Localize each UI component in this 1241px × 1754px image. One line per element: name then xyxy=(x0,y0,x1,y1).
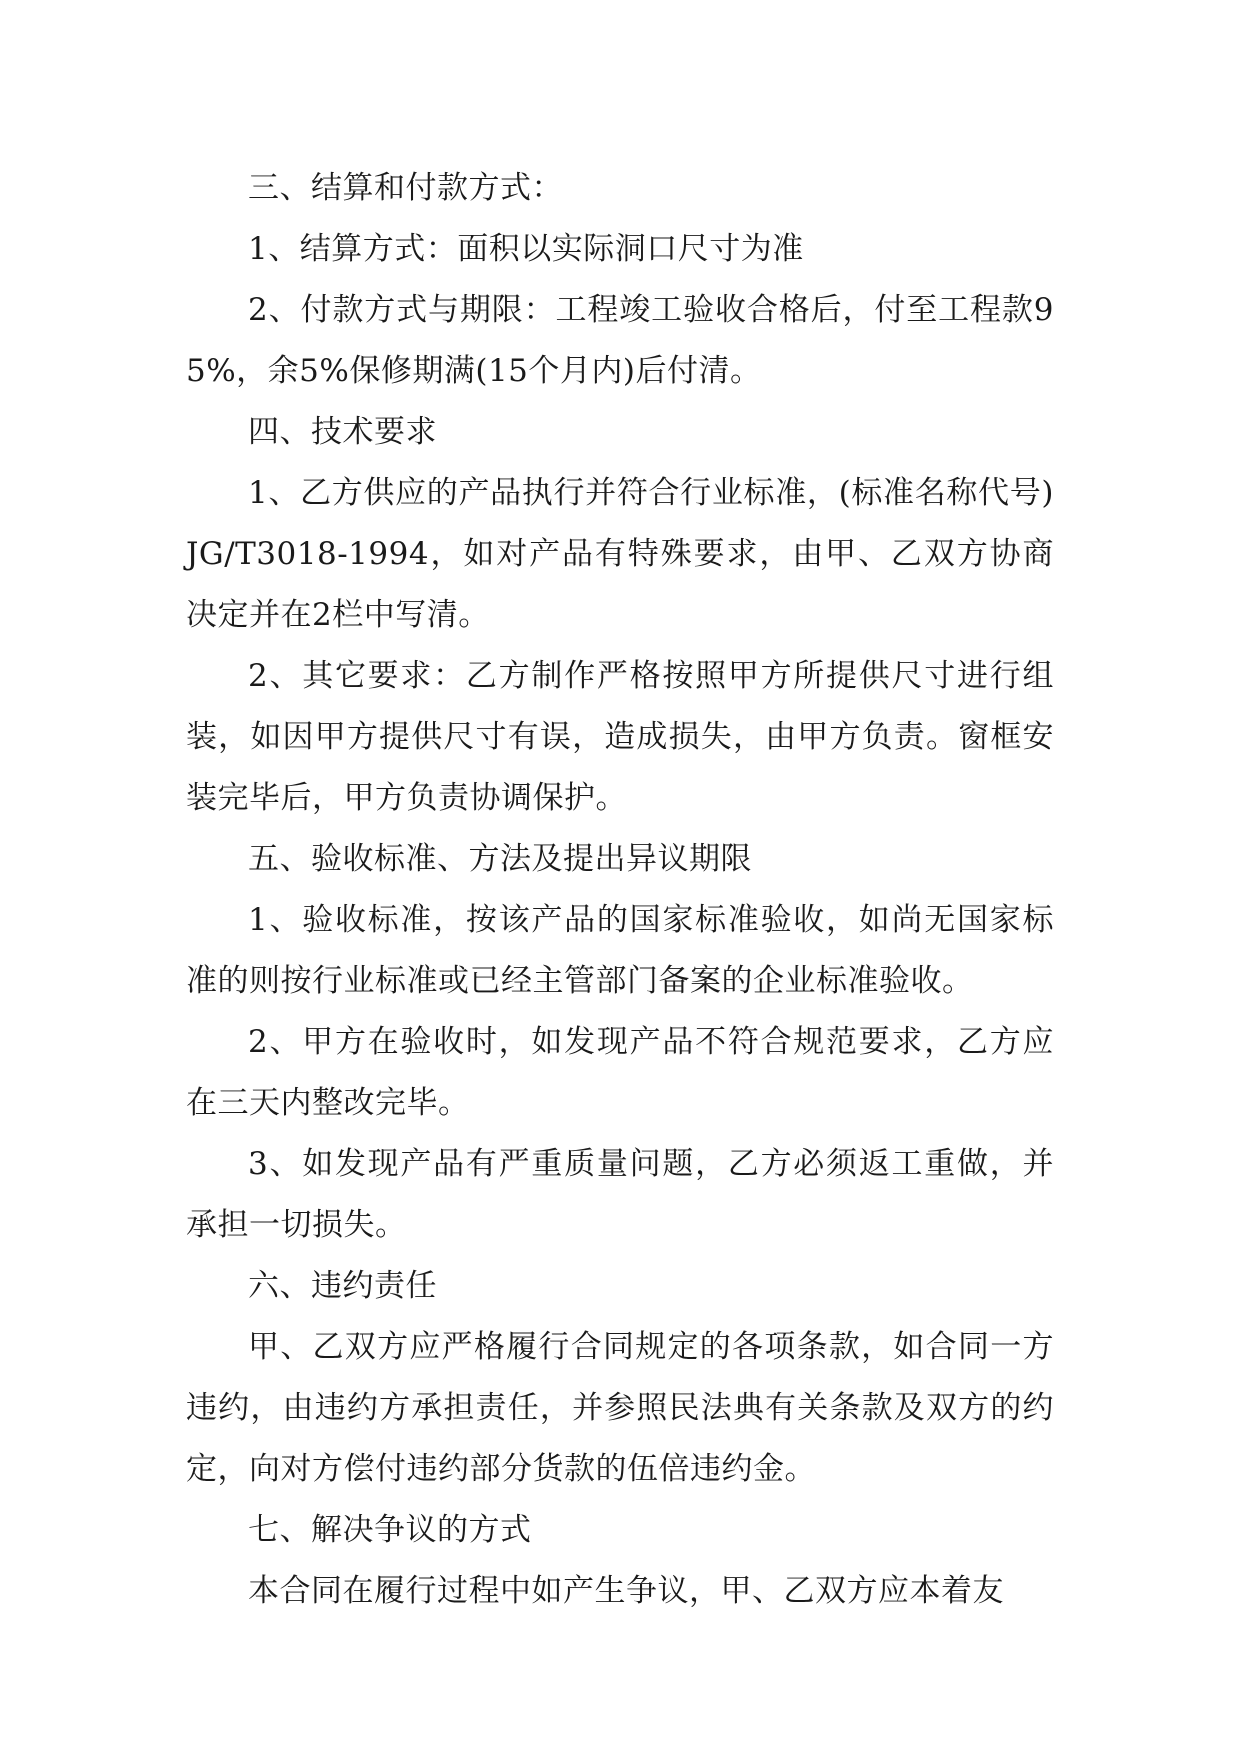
section-heading-acceptance: 五、验收标准、方法及提出异议期限 xyxy=(248,841,752,877)
paragraph-acceptance-rectification: 2、甲方在验收时，如发现产品不符合规范要求，乙方应在三天内整改完毕。 xyxy=(186,1024,1054,1121)
paragraph-acceptance-standard: 1、验收标准，按该产品的国家标准验收，如尚无国家标准的则按行业标准或已经主管部门备案的企业标准验收。 xyxy=(186,902,1054,999)
paragraph-liability-terms: 甲、乙双方应严格履行合同规定的各项条款，如合同一方违约，由违约方承担责任，并参照民法典有关条款及双方的约定，向对方偿付违约部分货款的伍倍违约金。 xyxy=(186,1329,1054,1487)
paragraph-other-requirements: 2、其它要求：乙方制作严格按照甲方所提供尺寸进行组装，如因甲方提供尺寸有误，造成损失，由甲方负责。窗框安装完毕后，甲方负责协调保护。 xyxy=(186,658,1054,816)
paragraph-quality-issue: 3、如发现产品有严重质量问题，乙方必须返工重做，并承担一切损失。 xyxy=(186,1146,1054,1243)
paragraph-payment-terms: 2、付款方式与期限：工程竣工验收合格后，付至工程款95%，余5%保修期满(15个月内)后付清。 xyxy=(186,292,1054,389)
paragraph-settlement-method: 1、结算方式：面积以实际洞口尺寸为准 xyxy=(248,231,804,267)
document-page xyxy=(186,158,1054,1622)
section-heading-liability: 六、违约责任 xyxy=(248,1268,437,1304)
paragraph-industry-standard: 1、乙方供应的产品执行并符合行业标准，(标准名称代号)JG/T3018-1994，如对产品有特殊要求，由甲、乙双方协商决定并在2栏中写清。 xyxy=(186,475,1054,633)
paragraph-dispute-resolution: 本合同在履行过程中如产生争议，甲、乙双方应本着友 xyxy=(248,1573,1004,1609)
section-heading-dispute: 七、解决争议的方式 xyxy=(248,1512,532,1548)
section-heading-technical: 四、技术要求 xyxy=(248,414,437,450)
section-heading-settlement: 三、结算和付款方式： xyxy=(248,170,563,206)
